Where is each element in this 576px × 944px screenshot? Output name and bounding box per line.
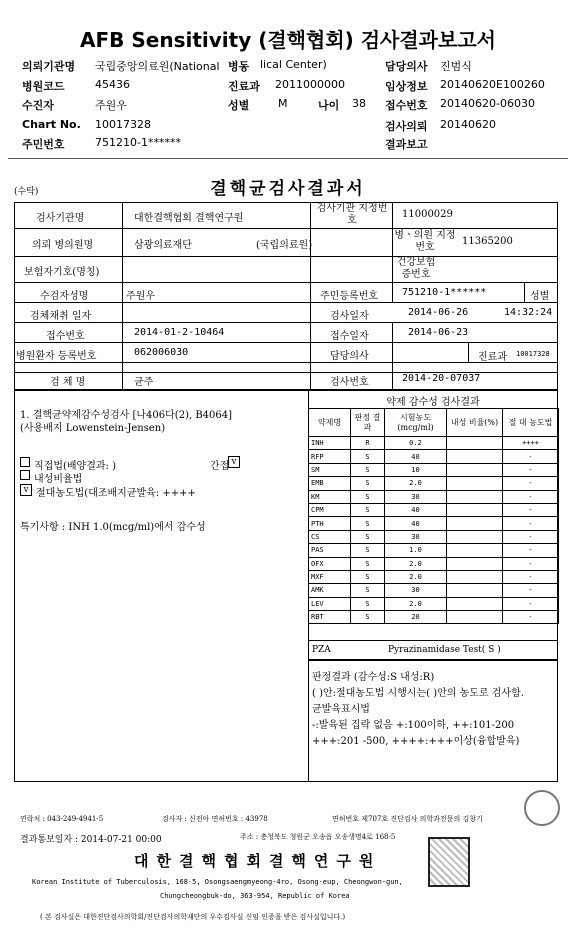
sensitivity-drug: EMB: [309, 477, 351, 490]
sensitivity-conc: 2.0: [385, 557, 447, 570]
value-rrn: 751210-1******: [95, 136, 181, 149]
table-row: [309, 544, 559, 557]
value-hospital-code: 45436: [95, 78, 130, 91]
tb-result-form: [10, 172, 566, 930]
sensitivity-abs: -: [503, 503, 559, 516]
sensitivity-conc: 40: [385, 450, 447, 463]
agency-no-label: 검사기관 지정번호: [316, 203, 388, 226]
sensitivity-abs: -: [503, 463, 559, 476]
legend-line-5: +++:201 -500, ++++:+++이상(융합발육): [312, 736, 520, 747]
receipt-label: (수탁): [14, 187, 39, 197]
sensitivity-conc: 2.0: [385, 597, 447, 610]
sensitivity-header-1: 판정 결과: [351, 409, 385, 437]
indirect-checkbox: v: [228, 456, 240, 468]
sensitivity-table: [308, 408, 558, 655]
absolute-method-label: 절대농도법(대조배지균발육: ++++: [36, 488, 196, 499]
sensitivity-ratio: [447, 611, 503, 624]
ratio-method-label: 내성비율법: [34, 474, 83, 485]
sensitivity-conc: 30: [385, 490, 447, 503]
sensitivity-result: S: [351, 570, 385, 583]
table-row: [309, 477, 559, 490]
absolute-checkbox: v: [20, 484, 32, 496]
agency-label: 검사기관명: [36, 213, 85, 224]
sensitivity-drug: KM: [309, 490, 351, 503]
table-row: [309, 490, 559, 503]
sensitivity-result: S: [351, 544, 385, 557]
hospital-pt-value: 062006030: [134, 347, 189, 358]
indirect-label: 간접: [210, 461, 230, 472]
sensitivity-drug: CPM: [309, 503, 351, 516]
sensitivity-drug: PAS: [309, 544, 351, 557]
method-text: 1. 결핵균약제감수성검사 [나406다(2), B4064]: [20, 410, 233, 421]
sensitivity-result: S: [351, 584, 385, 597]
clinic-value: 삼광의료재단: [134, 240, 192, 251]
specimen-label: 검 체 명: [50, 377, 86, 388]
sensitivity-ratio: [447, 584, 503, 597]
receipt-no-value: 2014-01-2-10464: [134, 327, 225, 338]
label-sex: 성별: [228, 99, 250, 112]
table-row: [309, 584, 559, 597]
footer-examiner: 검사자 : 신전아 면허번호 : 43978: [162, 815, 268, 823]
sensitivity-result: S: [351, 490, 385, 503]
table-row: [309, 463, 559, 476]
sensitivity-header-2: 시험농도 (mcg/ml): [385, 409, 447, 437]
value-doctor: 진범식: [440, 60, 472, 73]
pza-value: Pyrazinamidase Test( S ): [388, 645, 501, 655]
sensitivity-conc: 2.0: [385, 570, 447, 583]
table-row: [309, 437, 559, 450]
direct-checkbox: [20, 457, 30, 467]
sensitivity-conc: 10: [385, 463, 447, 476]
test-date-value: 2014-06-26: [408, 307, 469, 318]
sensitivity-result: S: [351, 611, 385, 624]
legend-line-2: ( )안:절대농도법 시행시는( )안의 농도로 검사함.: [312, 688, 524, 699]
footer-eng-address-1: Korean Institute of Tuberculosis, 168-5, Osongsaengmyeong-4ro, Osong-eup, Cheongwon-gun,: [32, 878, 403, 886]
sensitivity-result: S: [351, 557, 385, 570]
footer-certification: ( 본 검사실은 대한진단검사의학회/진단검사의학재단의 우수검사실 신임 인증을 받은 검사실입니다.): [40, 913, 346, 921]
sensitivity-conc: 40: [385, 517, 447, 530]
sensitivity-header-4: 절 대 농도법: [503, 409, 559, 437]
sensitivity-drug: AMK: [309, 584, 351, 597]
table-row: [309, 530, 559, 543]
label-doctor: 담당의사: [385, 60, 428, 73]
sensitivity-drug: SM: [309, 463, 351, 476]
test-no-label: 검사번호: [330, 377, 369, 388]
sensitivity-ratio: [447, 450, 503, 463]
value-chart-no: 10017328: [95, 118, 151, 131]
patient-label: 수검자성명: [40, 291, 89, 302]
clinic-no-label: 병ㆍ의원 지정번호: [394, 230, 456, 253]
value-patient: 주원우: [95, 99, 127, 112]
footer-address: 주소 : 충청북도 청원군 오송읍 오송생명4로 168-5: [240, 833, 396, 841]
sensitivity-abs: -: [503, 557, 559, 570]
table-row: [309, 517, 559, 530]
sensitivity-abs: -: [503, 570, 559, 583]
sensitivity-ratio: [447, 490, 503, 503]
institute-name: 대한결핵협회결핵연구원: [134, 852, 382, 870]
receipt-date-value: 2014-06-23: [408, 327, 469, 338]
doctor-label: 담당의사: [330, 351, 369, 362]
sensitivity-ratio: [447, 544, 503, 557]
label-rrn: 주민번호: [22, 138, 65, 151]
institute-stamp: [428, 837, 470, 887]
sensitivity-ratio: [447, 463, 503, 476]
rrn-label: 주민등록번호: [320, 291, 378, 302]
sensitivity-abs: -: [503, 450, 559, 463]
sensitivity-ratio: [447, 557, 503, 570]
sensitivity-header-3: 내성 비율(%): [447, 409, 503, 437]
value-sex: M: [278, 97, 288, 110]
test-date-label: 검사일자: [330, 311, 369, 322]
insured-label: 보험자기호(명칭): [24, 267, 100, 278]
sensitivity-ratio: [447, 437, 503, 450]
sensitivity-conc: 30: [385, 584, 447, 597]
value-requesting-agency: 국립중앙의료원(National: [95, 60, 220, 73]
sensitivity-abs: -: [503, 517, 559, 530]
sensitivity-result: S: [351, 450, 385, 463]
report-title: AFB Sensitivity (결핵협회) 검사결과보고서: [80, 28, 496, 52]
value-age: 38: [352, 97, 366, 110]
ratio-checkbox: [20, 470, 30, 480]
agency-no-value: 11000029: [402, 209, 453, 220]
label-result-report: 결과보고: [385, 138, 428, 151]
form-title: 결핵균검사결과서: [210, 179, 366, 199]
test-no-value: 2014-20-07037: [402, 373, 481, 384]
label-chart-no: Chart No.: [22, 118, 81, 131]
test-time-value: 14:32:24: [504, 307, 553, 318]
pza-label: PZA: [312, 645, 331, 655]
specimen-value: 균주: [134, 377, 154, 388]
clinic-no-value: 11365200: [462, 236, 513, 247]
medium-text: (사용배지 Lowenstein-Jensen): [20, 423, 166, 434]
sensitivity-conc: 40: [385, 503, 447, 516]
footer-report-date: 결과통보일자 : 2014-07-21 00:00: [20, 835, 162, 845]
label-clinical-info: 임상정보: [385, 80, 428, 93]
sensitivity-drug: PTH: [309, 517, 351, 530]
sensitivity-result: R: [351, 437, 385, 450]
sensitivity-abs: -: [503, 611, 559, 624]
sensitivity-conc: 1.0: [385, 544, 447, 557]
patient-value: 주원우: [126, 291, 155, 302]
sensitivity-result: S: [351, 597, 385, 610]
hospital-pt-label: 병원환자 등록번호: [16, 351, 97, 362]
rrn-value: 751210-1******: [402, 287, 487, 298]
legend-line-3: 균발육표시법: [312, 704, 370, 715]
sensitivity-abs: -: [503, 544, 559, 557]
sensitivity-abs: -: [503, 584, 559, 597]
sensitivity-abs: -: [503, 530, 559, 543]
value-clinical-info: 20140620E100260: [440, 78, 545, 91]
table-row: [309, 503, 559, 516]
sensitivity-result: S: [351, 477, 385, 490]
table-row: [309, 570, 559, 583]
sensitivity-result: S: [351, 463, 385, 476]
footer-eng-address-2: Chungcheongbuk-do, 363-954, Republic of Korea: [160, 892, 350, 900]
label-age: 나이: [318, 99, 340, 112]
sensitivity-drug: OFX: [309, 557, 351, 570]
clinic-note: (국립의료원): [256, 240, 313, 251]
sensitivity-ratio: [447, 503, 503, 516]
header-divider: [8, 158, 568, 159]
sensitivity-ratio: [447, 597, 503, 610]
value-ward: lical Center): [260, 58, 327, 71]
sensitivity-result: S: [351, 503, 385, 516]
value-department: 2011000000: [275, 78, 345, 91]
value-receipt-no: 20140620-06030: [440, 97, 535, 110]
legend-line-4: -:발육된 집락 없음 +:100이하, ++:101-200: [312, 720, 515, 731]
clinic-label: 의뢰 병의원명: [32, 240, 94, 251]
table-row: [309, 597, 559, 610]
special-note: 특기사항 : INH 1.0(mcg/ml)에서 감수성: [20, 522, 206, 533]
dept-label: 진료과: [478, 352, 507, 363]
pza-row: [308, 640, 558, 660]
sensitivity-title: 약제 감수성 검사결과: [386, 397, 480, 408]
sensitivity-conc: 30: [385, 530, 447, 543]
receipt-date-label: 접수일자: [330, 331, 369, 342]
sensitivity-drug: INH: [309, 437, 351, 450]
sensitivity-header-0: 약제명: [309, 409, 351, 437]
insurance-label: 건강보험 증번호: [396, 257, 436, 280]
table-row: [309, 557, 559, 570]
sensitivity-header-row: [309, 409, 559, 437]
receipt-no-label: 접수번호: [46, 331, 85, 342]
label-ward: 병동: [228, 60, 250, 73]
sensitivity-drug: CS: [309, 530, 351, 543]
collect-label: 검체채취 일자: [30, 311, 92, 322]
sensitivity-ratio: [447, 570, 503, 583]
sensitivity-drug: RBT: [309, 611, 351, 624]
table-row: [309, 450, 559, 463]
label-test-request: 검사의뢰: [385, 120, 428, 133]
sensitivity-abs: -: [503, 490, 559, 503]
label-receipt-no: 접수번호: [385, 99, 428, 112]
sensitivity-result: S: [351, 517, 385, 530]
legend-line-1: 판정결과 (감수성:S 내성:R): [312, 672, 435, 683]
sensitivity-conc: 2.0: [385, 477, 447, 490]
sensitivity-drug: RFP: [309, 450, 351, 463]
footer-contact: 연락처 : 043-249-4941-5: [20, 815, 104, 823]
footer-license: 면허번호 제707호 진단검사 의학과전문의 김창기: [332, 815, 483, 823]
label-patient: 수진자: [22, 99, 54, 112]
sensitivity-drug: MXF: [309, 570, 351, 583]
sensitivity-drug: LEV: [309, 597, 351, 610]
value-test-request: 20140620: [440, 118, 496, 131]
label-hospital-code: 병원코드: [22, 80, 65, 93]
sensitivity-grid: [308, 408, 559, 624]
sensitivity-ratio: [447, 530, 503, 543]
sex-label: 성별: [530, 291, 550, 302]
direct-method-label: 직접법(배양결과: ): [34, 461, 116, 472]
label-department: 진료과: [228, 80, 260, 93]
certification-seal: [524, 790, 560, 826]
dept-value: 10017328: [516, 350, 550, 358]
label-requesting-agency: 의뢰기관명: [22, 60, 76, 73]
sensitivity-ratio: [447, 477, 503, 490]
sensitivity-conc: 20: [385, 611, 447, 624]
sensitivity-conc: 0.2: [385, 437, 447, 450]
sensitivity-ratio: [447, 517, 503, 530]
sensitivity-result: S: [351, 530, 385, 543]
sensitivity-abs: ++++: [503, 437, 559, 450]
agency-value: 대한결핵협회 결핵연구원: [134, 213, 244, 224]
sensitivity-abs: -: [503, 597, 559, 610]
table-row: [309, 611, 559, 624]
sensitivity-abs: -: [503, 477, 559, 490]
